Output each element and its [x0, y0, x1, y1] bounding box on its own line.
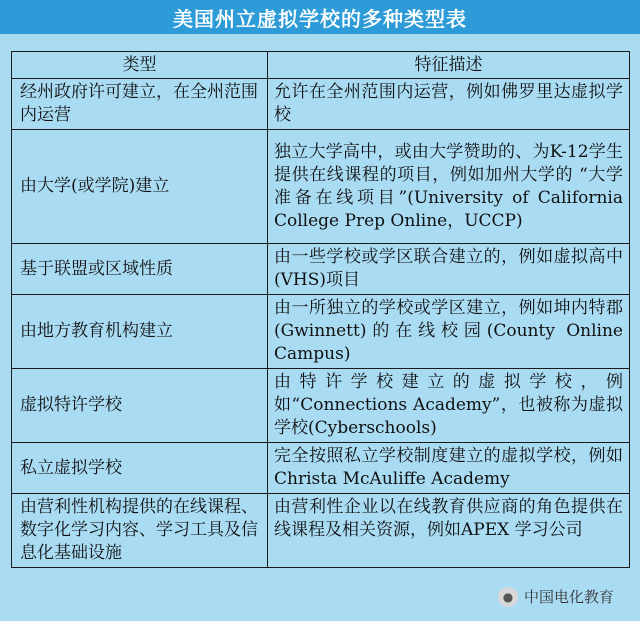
- table-row: [12, 130, 630, 244]
- wechat-icon: ●: [498, 587, 518, 607]
- description-cell: 由特许学校建立的虚拟学校，例如“Connections Academy”，也被称为虚拟学校(Cyberschools): [268, 369, 630, 443]
- watermark: [498, 586, 614, 607]
- table-row: [12, 443, 630, 494]
- types-table: [11, 51, 630, 568]
- description-cell: 完全按照私立学校制度建立的虚拟学校，例如Christa McAuliffe Academy: [268, 443, 630, 494]
- table-header-row: [12, 52, 630, 79]
- table-row: [12, 244, 630, 295]
- type-cell: 由地方教育机构建立: [12, 295, 268, 369]
- header-description: 特征描述: [268, 52, 630, 79]
- header-type: 类型: [12, 52, 268, 79]
- table-row: [12, 79, 630, 130]
- types-table-container: [11, 51, 629, 568]
- type-cell: 由大学(或学院)建立: [12, 130, 268, 244]
- description-cell: 由营利性企业以在线教育供应商的角色提供在线课程及相关资源，例如APEX 学习公司: [268, 494, 630, 568]
- description-cell: 由一些学校或学区联合建立的，例如虚拟高中(VHS)项目: [268, 244, 630, 295]
- table-row: [12, 494, 630, 568]
- description-cell: 由一所独立的学校或学区建立，例如坤内特郡(Gwinnett)的在线校园(County Online Campus): [268, 295, 630, 369]
- type-cell: 基于联盟或区域性质: [12, 244, 268, 295]
- type-cell: 私立虚拟学校: [12, 443, 268, 494]
- description-cell: 独立大学高中，或由大学赞助的、为K-12学生提供在线课程的项目，例如加州大学的 “大学准备在线项目”(University of California College Prep Online，UCCP): [268, 130, 630, 244]
- type-cell: 由营利性机构提供的在线课程、数字化学习内容、学习工具及信息化基础设施: [12, 494, 268, 568]
- watermark-text: 中国电化教育: [523, 588, 614, 606]
- description-cell: 允许在全州范围内运营，例如佛罗里达虚拟学校: [268, 79, 630, 130]
- table-row: [12, 369, 630, 443]
- table-title: 美国州立虚拟学校的多种类型表: [0, 0, 640, 34]
- type-cell: 经州政府许可建立，在全州范围内运营: [12, 79, 268, 130]
- type-cell: 虚拟特许学校: [12, 369, 268, 443]
- table-row: [12, 295, 630, 369]
